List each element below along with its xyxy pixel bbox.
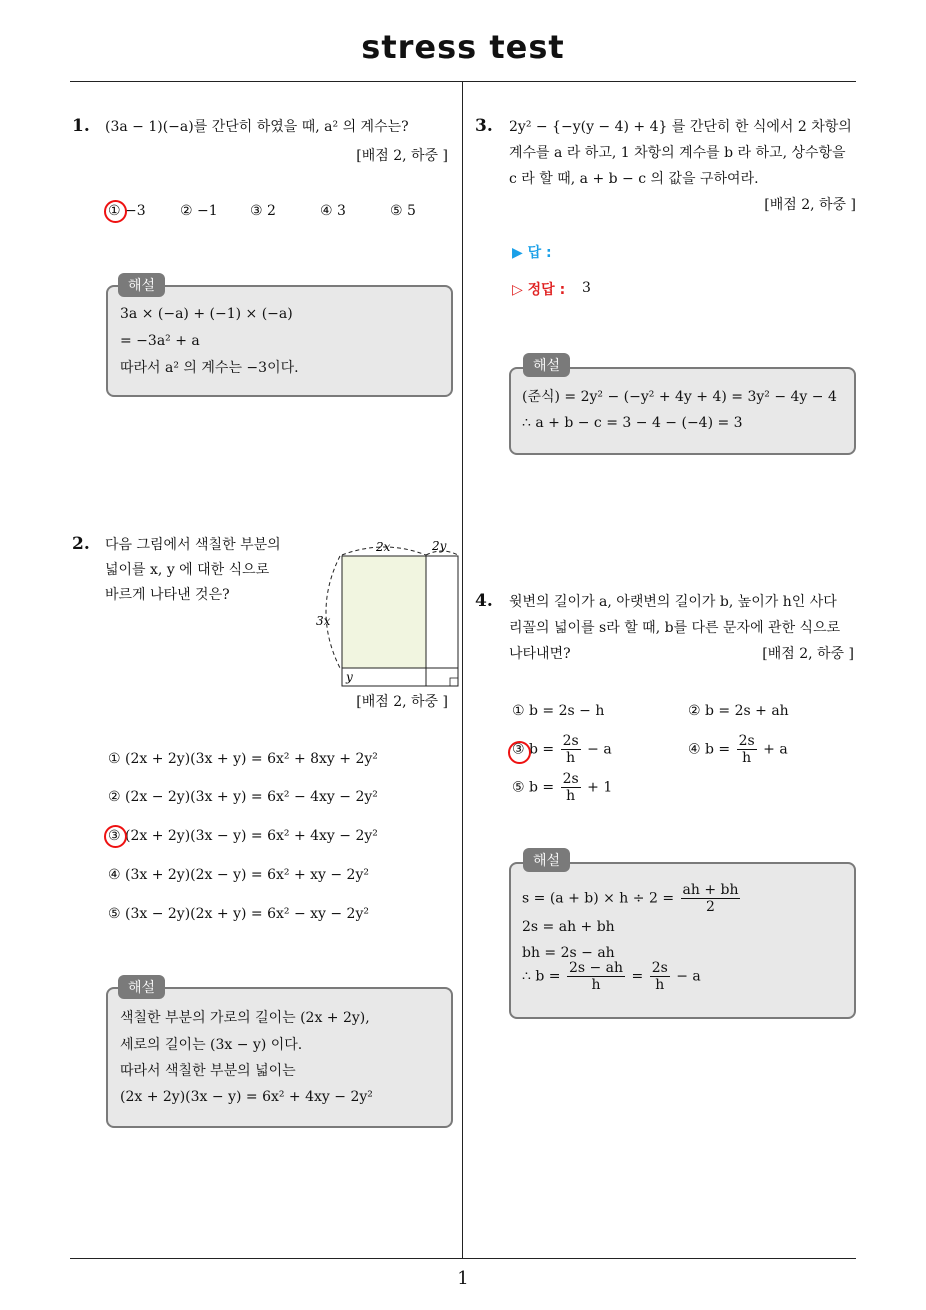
q4-choice-5-numerator: 2s <box>562 771 579 787</box>
q4-choice-3-numerator: 2s <box>562 733 579 749</box>
q2-shaded-region <box>342 556 426 668</box>
q3-solution-line-2: ∴ a + b − c = 3 − 4 − (−4) = 3 <box>522 415 743 431</box>
bottom-rule <box>70 1258 856 1259</box>
q1-solution-line-1: 3a × (−a) + (−1) × (−a) <box>120 306 293 322</box>
q4-sol-line-4-suffix: − a <box>676 968 701 985</box>
q1-points: [배점 2, 하중 ] <box>356 148 448 164</box>
q2-solution-line-4: (2x + 2y)(3x − y) = 6x² + 4xy − 2y² <box>120 1089 373 1105</box>
q4-sol-line-4-denominator-1: h <box>591 977 601 993</box>
q2-solution-line-3: 따라서 색칠한 부분의 넓이는 <box>120 1063 296 1079</box>
q4-choice-4[interactable] <box>688 733 788 766</box>
q4-sol-line-4-equals: = <box>631 968 644 985</box>
q2-label-2y: 2y <box>432 539 447 553</box>
q4-choice-5-prefix: ⑤ b = <box>512 779 555 796</box>
q1-solution-label: 해설 <box>118 273 165 297</box>
q3-number: 3. <box>475 116 493 136</box>
q1-text: (3a − 1)(−a)를 간단히 하였을 때, a² 의 계수는? <box>105 119 409 135</box>
q2-solution-line-2: 세로의 길이는 (3x − y) 이다. <box>120 1037 303 1053</box>
q3-points: [배점 2, 하중 ] <box>764 197 856 213</box>
q2-text-line-2: 넓이를 x, y 에 대한 식으로 <box>105 562 270 578</box>
q1-solution-line-2: = −3a² + a <box>120 333 200 349</box>
q4-choice-4-prefix: ④ b = <box>688 741 731 758</box>
q1-solution-line-3: 따라서 a² 의 계수는 −3이다. <box>120 360 299 376</box>
q4-choice-3-fraction <box>561 733 581 766</box>
q4-solution-line-3: bh = 2s − ah <box>522 945 615 961</box>
q4-text-line-3: 나타내면? <box>509 646 571 662</box>
q4-number: 4. <box>475 591 493 611</box>
q4-solution-line-1 <box>522 882 742 915</box>
q4-choice-4-denominator: h <box>742 750 752 766</box>
q2-solution-label: 해설 <box>118 975 165 999</box>
q4-sol-line-4-numerator-1: 2s − ah <box>568 960 624 976</box>
q4-sol-line-1-numerator: ah + bh <box>682 882 739 898</box>
q2-dim-left <box>326 556 340 668</box>
q3-answer-label: ▶ 답 : <box>512 245 552 261</box>
q4-choice-5-denominator: h <box>566 788 576 804</box>
column-divider <box>462 81 463 1259</box>
q2-points: [배점 2, 하중 ] <box>356 694 448 710</box>
q3-text-line-2: 계수를 a 라 하고, 1 차항의 계수를 b 라 하고, 상수항을 <box>509 145 846 161</box>
page-number: 1 <box>457 1268 469 1289</box>
q4-sol-line-1-prefix: s = (a + b) × h ÷ 2 = <box>522 890 675 907</box>
q4-sol-line-4-numerator-2: 2s <box>651 960 668 976</box>
q2-choice-3[interactable]: ③ (2x + 2y)(3x − y) = 6x² + 4xy − 2y² <box>108 828 378 844</box>
q1-choice-3[interactable]: ③ 2 <box>250 203 276 219</box>
q4-sol-line-4-prefix: ∴ b = <box>522 968 561 985</box>
q2-label-3x: 3x <box>316 614 331 628</box>
q4-choice-1[interactable]: ① b = 2s − h <box>512 703 605 719</box>
q4-choice-5-fraction <box>561 771 581 804</box>
q3-correct-value: 3 <box>582 280 591 296</box>
q3-text-line-3: c 라 할 때, a + b − c 의 값을 구하여라. <box>509 171 759 187</box>
q1-choice-2[interactable]: ② −1 <box>180 203 218 219</box>
q4-sol-line-1-fraction <box>681 882 741 915</box>
q2-text-line-3: 바르게 나타낸 것은? <box>105 587 230 603</box>
q4-choice-5[interactable] <box>512 771 612 804</box>
q2-choice-5[interactable]: ⑤ (3x − 2y)(2x + y) = 6x² − xy − 2y² <box>108 906 369 922</box>
q2-answer-mark <box>104 825 127 848</box>
q1-choice-4[interactable]: ④ 3 <box>320 203 346 219</box>
q4-choice-2[interactable]: ② b = 2s + ah <box>688 703 789 719</box>
q4-text-line-1: 윗변의 길이가 a, 아랫변의 길이가 b, 높이가 h인 사다 <box>509 594 837 610</box>
q4-choice-3-suffix: − a <box>587 741 612 758</box>
q4-points: [배점 2, 하중 ] <box>762 646 854 662</box>
q1-number: 1. <box>72 116 90 136</box>
q2-figure <box>310 535 460 695</box>
page-title: stress test <box>361 28 565 66</box>
top-rule <box>70 81 856 82</box>
q4-solution-label: 해설 <box>523 848 570 872</box>
q1-choice-1[interactable]: ① −3 <box>108 203 146 219</box>
q4-solution-line-2: 2s = ah + bh <box>522 919 615 935</box>
q2-choice-2[interactable]: ② (2x − 2y)(3x + y) = 6x² − 4xy − 2y² <box>108 789 378 805</box>
q2-right-angle-mark <box>450 678 458 686</box>
q2-solution-line-1: 색칠한 부분의 가로의 길이는 (2x + 2y), <box>120 1010 370 1026</box>
q4-solution-line-4 <box>522 960 701 993</box>
q2-label-2x: 2x <box>376 540 391 554</box>
q4-sol-line-1-denominator: 2 <box>706 899 715 915</box>
q4-answer-mark <box>508 741 531 764</box>
q4-sol-line-4-denominator-2: h <box>655 977 665 993</box>
q4-choice-4-numerator: 2s <box>738 733 755 749</box>
q2-text-line-1: 다음 그림에서 색칠한 부분의 <box>105 537 281 553</box>
q4-choice-5-suffix: + 1 <box>587 779 613 796</box>
q4-sol-line-4-fraction-1 <box>567 960 625 993</box>
q2-choice-4[interactable]: ④ (3x + 2y)(2x − y) = 6x² + xy − 2y² <box>108 867 369 883</box>
q3-solution-label: 해설 <box>523 353 570 377</box>
q1-answer-mark <box>104 200 127 223</box>
q4-choice-3-denominator: h <box>566 750 576 766</box>
q2-choice-1[interactable]: ① (2x + 2y)(3x + y) = 6x² + 8xy + 2y² <box>108 751 378 767</box>
q2-label-y: y <box>346 670 353 684</box>
q4-choice-4-suffix: + a <box>763 741 788 758</box>
q4-sol-line-4-fraction-2 <box>650 960 670 993</box>
q4-text-line-2: 리꼴의 넓이를 s라 할 때, b를 다른 문자에 관한 식으로 <box>509 620 841 636</box>
q3-correct-label: ▷ 정답 : <box>512 282 566 298</box>
q4-choice-4-fraction <box>737 733 757 766</box>
q3-text-line-1: 2y² − {−y(y − 4) + 4} 를 간단히 한 식에서 2 차항의 <box>509 119 852 135</box>
q3-solution-line-1: (준식) = 2y² − (−y² + 4y + 4) = 3y² − 4y − 4 <box>522 389 837 405</box>
q2-number: 2. <box>72 534 90 554</box>
q1-choice-5[interactable]: ⑤ 5 <box>390 203 416 219</box>
q4-choice-3-prefix: ③ b = <box>512 741 555 758</box>
